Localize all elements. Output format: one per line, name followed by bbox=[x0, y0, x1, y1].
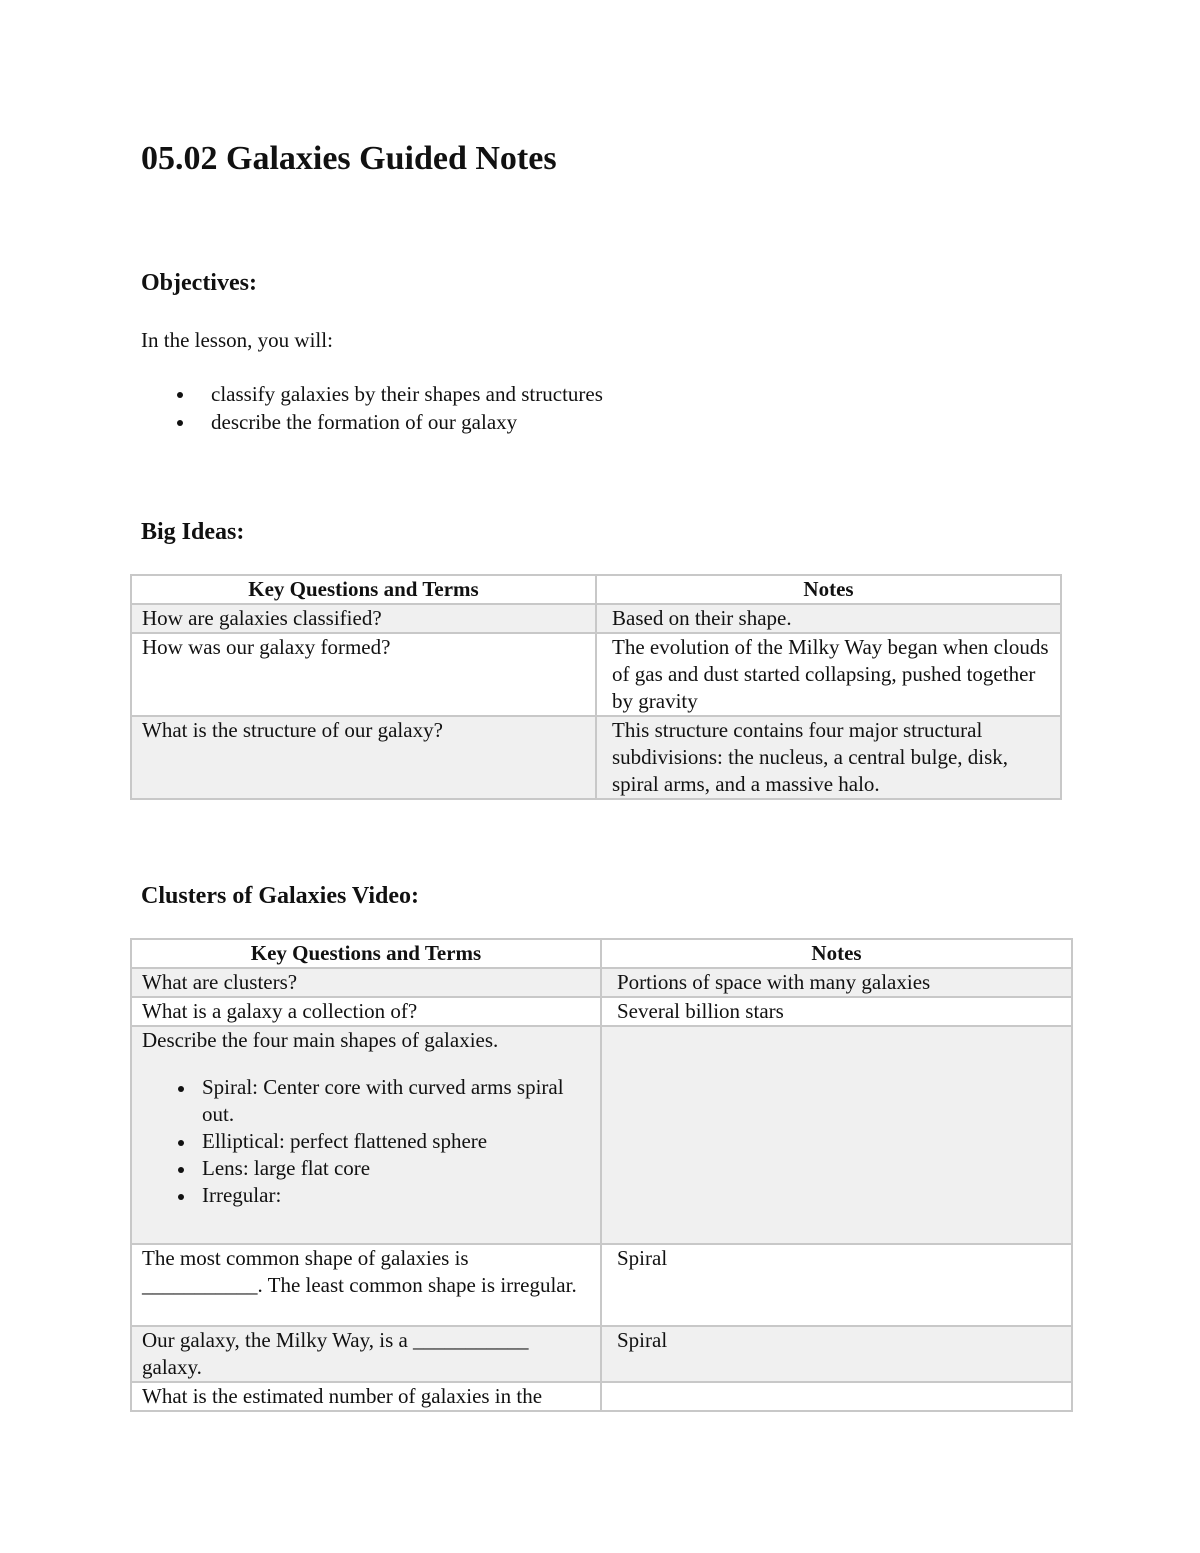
question-cell bbox=[131, 1026, 601, 1244]
question-cell: What is the estimated number of galaxies in the bbox=[131, 1382, 601, 1411]
table-row bbox=[131, 716, 1061, 799]
notes-cell: Spiral bbox=[601, 1244, 1072, 1326]
shape-item: Lens: large flat core bbox=[142, 1155, 590, 1182]
shape-item: Elliptical: perfect flattened sphere bbox=[142, 1128, 590, 1155]
notes-cell: Spiral bbox=[601, 1326, 1072, 1382]
question-cell: What is the structure of our galaxy? bbox=[131, 716, 596, 799]
clusters-heading: Clusters of Galaxies Video: bbox=[141, 883, 419, 909]
notes-cell: Based on their shape. bbox=[596, 604, 1061, 633]
column-header: Notes bbox=[596, 575, 1061, 604]
table-row bbox=[131, 1244, 1072, 1326]
notes-cell bbox=[601, 1026, 1072, 1244]
column-header: Key Questions and Terms bbox=[131, 939, 601, 968]
question-cell: How are galaxies classified? bbox=[131, 604, 596, 633]
objectives-intro: In the lesson, you will: bbox=[141, 328, 333, 352]
column-header: Key Questions and Terms bbox=[131, 575, 596, 604]
shapes-list bbox=[142, 1074, 590, 1209]
table-row bbox=[131, 604, 1061, 633]
big-ideas-heading: Big Ideas: bbox=[141, 519, 245, 545]
question-cell: How was our galaxy formed? bbox=[131, 633, 596, 716]
table-row bbox=[131, 633, 1061, 716]
clusters-table bbox=[130, 938, 1073, 1412]
notes-cell bbox=[601, 1382, 1072, 1411]
objective-item: describe the formation of our galaxy bbox=[141, 408, 603, 436]
objectives-list bbox=[141, 380, 603, 436]
question-text: Describe the four main shapes of galaxies. bbox=[142, 1028, 499, 1052]
notes-cell: This structure contains four major structural subdivisions: the nucleus, a central bulge, disk, spiral arms, and a massive halo. bbox=[596, 716, 1061, 799]
objectives-heading: Objectives: bbox=[141, 270, 257, 296]
table-row bbox=[131, 1382, 1072, 1411]
table-row bbox=[131, 968, 1072, 997]
question-cell: The most common shape of galaxies is ___________. The least common shape is irregular. bbox=[131, 1244, 601, 1326]
table-row bbox=[131, 997, 1072, 1026]
column-header: Notes bbox=[601, 939, 1072, 968]
big-ideas-table bbox=[130, 574, 1062, 800]
question-cell: What are clusters? bbox=[131, 968, 601, 997]
page-title: 05.02 Galaxies Guided Notes bbox=[141, 140, 557, 177]
notes-cell: The evolution of the Milky Way began when clouds of gas and dust started collapsing, pushed together by gravity bbox=[596, 633, 1061, 716]
question-cell: What is a galaxy a collection of? bbox=[131, 997, 601, 1026]
shape-item: Spiral: Center core with curved arms spiral out. bbox=[142, 1074, 590, 1128]
notes-cell: Portions of space with many galaxies bbox=[601, 968, 1072, 997]
question-cell: Our galaxy, the Milky Way, is a ___________ galaxy. bbox=[131, 1326, 601, 1382]
table-row bbox=[131, 1326, 1072, 1382]
shape-item: Irregular: bbox=[142, 1182, 590, 1209]
objective-item: classify galaxies by their shapes and structures bbox=[141, 380, 603, 408]
notes-cell: Several billion stars bbox=[601, 997, 1072, 1026]
table-row bbox=[131, 1026, 1072, 1244]
